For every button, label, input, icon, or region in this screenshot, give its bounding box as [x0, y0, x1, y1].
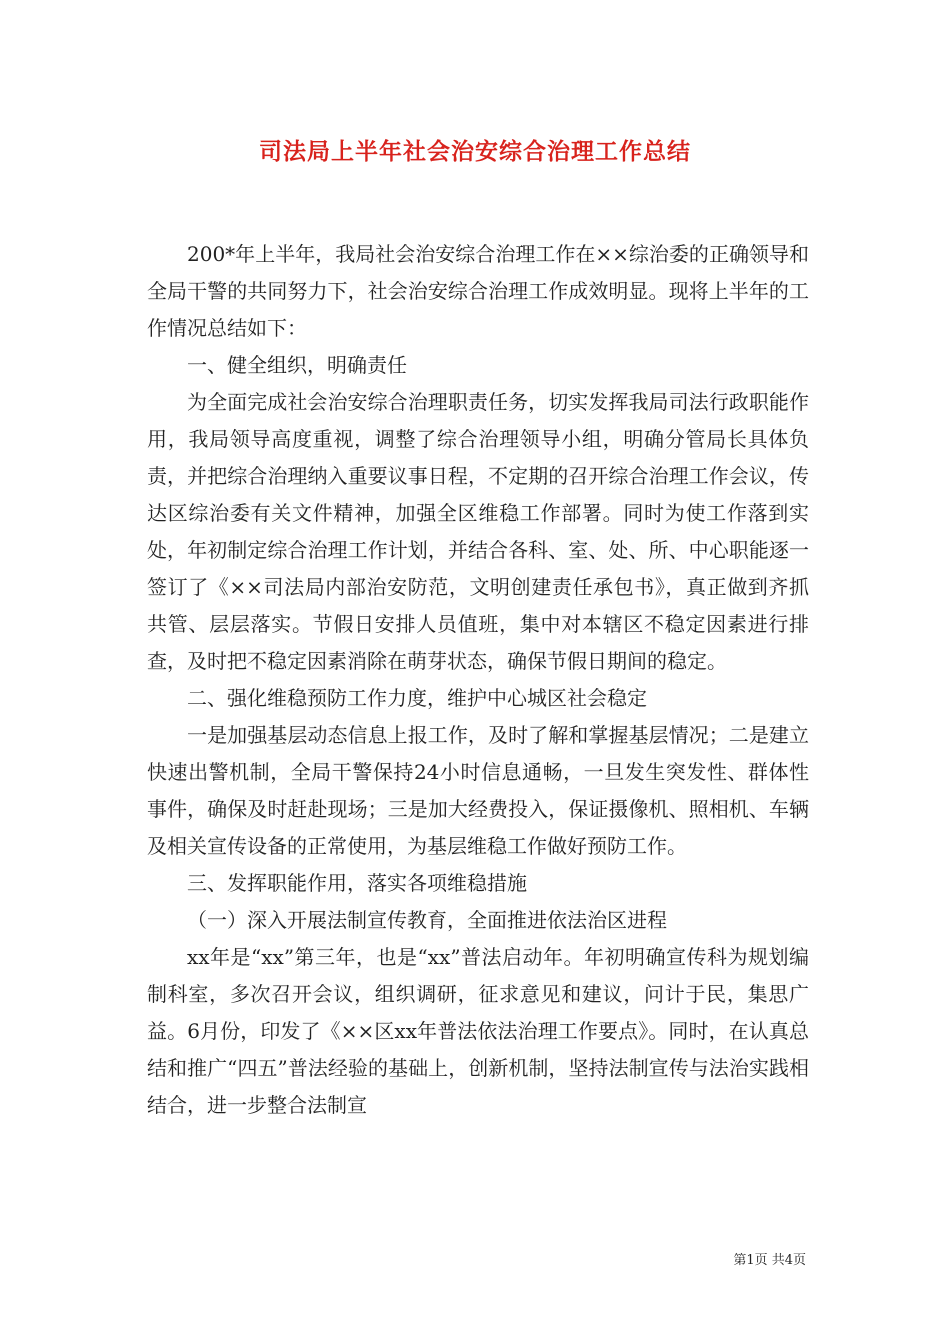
intro-paragraph: 200*年上半年，我局社会治安综合治理工作在××综治委的正确领导和全局干警的共同努力下，社会治安综合治理工作成效明显。现将上半年的工作情况总结如下： — [147, 242, 809, 340]
section-heading-2: 二、强化维稳预防工作力度，维护中心城区社会稳定 — [187, 686, 647, 710]
section-paragraph-2: 一是加强基层动态信息上报工作，及时了解和掌握基层情况；二是建立快速出警机制，全局干警保持24小时信息通畅，一旦发生突发性、群体性事件，确保及时赶赴现场；三是加大经费投入，保证摄像机、照相机、车辆及相关宣传设备的正常使用，为基层维稳工作做好预防工作。 — [147, 723, 809, 858]
document-title: 司法局上半年社会治安综合治理工作总结 — [259, 138, 691, 165]
section-heading-3: 三、发挥职能作用，落实各项维稳措施 — [187, 871, 527, 895]
section-heading-1: 一、健全组织，明确责任 — [187, 353, 407, 377]
section-paragraph-1: 为全面完成社会治安综合治理职责任务，切实发挥我局司法行政职能作用，我局领导高度重视，调整了综合治理领导小组，明确分管局长具体负责，并把综合治理纳入重要议事日程，不定期的召开综合治理工作会议，传达区综治委有关文件精神，加强全区维稳工作部署。同时为使工作落到实处，年初制定综合治理工作计划，并结合各科、室、处、所、中心职能逐一签订了《××司法局内部治安防范，文明创建责任承包书》，真正做到齐抓共管、层层落实。节假日安排人员值班，集中对本辖区不稳定因素进行排查，及时把不稳定因素消除在萌芽状态，确保节假日期间的稳定。 — [147, 390, 809, 673]
subsection-heading-3-1: （一）深入开展法制宣传教育，全面推进依法治区进程 — [187, 908, 667, 932]
subsection-paragraph-3-1: xx年是“xx”第三年，也是“xx”普法启动年。年初明确宣传科为规划编制科室，多次召开会议，组织调研，征求意见和建议，问计于民，集思广益。6月份，印发了《××区xx年普法依法治理工作要点》。同时，在认真总结和推广“四五”普法经验的基础上，创新机制，坚持法制宣传与法治实践相结合，进一步整合法制宣 — [147, 945, 809, 1117]
page-number-footer: 第1页 共4页 — [733, 1253, 806, 1268]
document-body — [147, 236, 809, 1124]
